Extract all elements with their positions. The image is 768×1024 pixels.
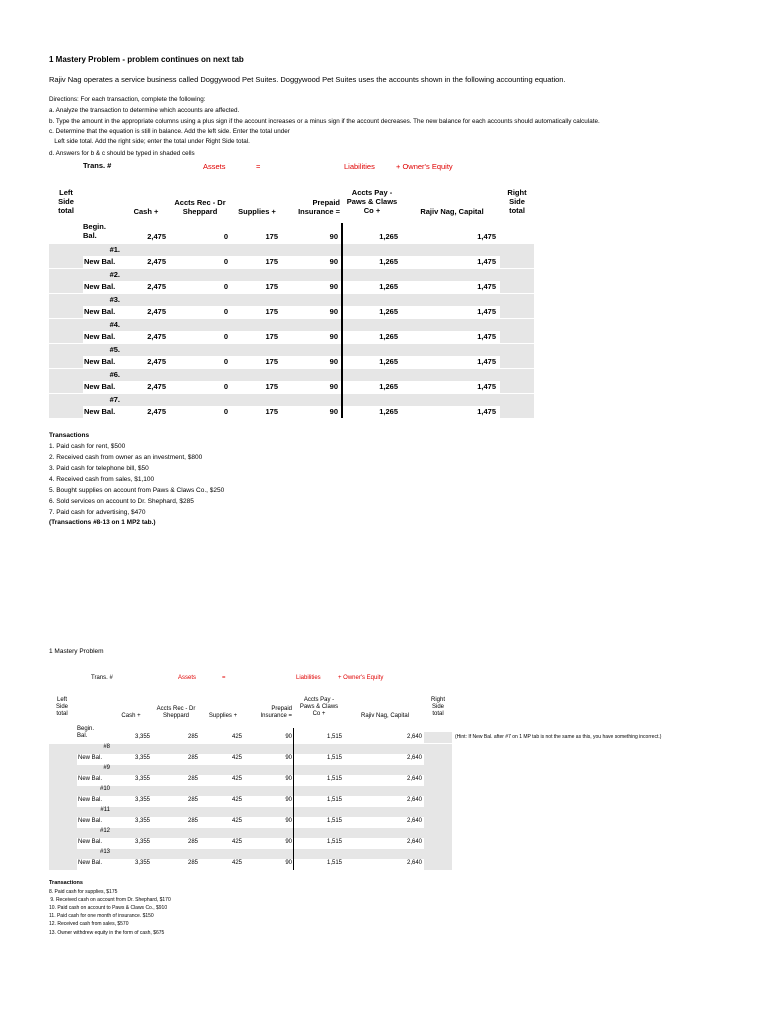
transaction-number: #9 <box>103 765 110 771</box>
accts-pay-header: Accts Pay - Paws & Claws Co + <box>299 697 339 717</box>
asset-entries-input[interactable] <box>112 849 293 859</box>
accts-rec-header: Accts Rec - Dr Sheppard <box>156 706 196 719</box>
transaction-row <box>0 369 768 381</box>
transaction-number: #7. <box>109 395 120 404</box>
right-total-input[interactable] <box>424 754 452 765</box>
prepaid-value: 90 <box>329 307 338 316</box>
supplies-header: Supplies + <box>208 713 238 719</box>
left-total-input[interactable] <box>49 281 83 293</box>
begin-balance-row <box>0 726 768 744</box>
cash-header: Cash + <box>121 713 141 719</box>
capital-value: 2,640 <box>406 839 422 845</box>
prepaid-header: Prepaid Insurance = <box>298 198 340 216</box>
capital-header: Rajiv Nag, Capital <box>420 207 484 216</box>
supplies-value: 175 <box>265 382 278 391</box>
left-total-input[interactable] <box>49 356 83 368</box>
transaction-number: #10 <box>99 786 110 792</box>
accts-rec-header: Accts Rec - Dr Sheppard <box>174 198 226 216</box>
transaction-number: #8 <box>103 744 110 750</box>
right-total-input[interactable] <box>500 281 534 293</box>
accts-rec-value: 285 <box>187 860 198 866</box>
accts-rec-value: 285 <box>187 839 198 845</box>
right-total-input[interactable] <box>500 294 534 306</box>
supplies-value: 175 <box>265 257 278 266</box>
cash-value: 2,475 <box>147 307 166 316</box>
new-balance-label: New Bal. <box>84 382 116 391</box>
cash-value: 2,475 <box>147 382 166 391</box>
asset-entries-input[interactable] <box>120 369 341 381</box>
liability-equity-entries-input[interactable] <box>343 344 500 356</box>
asset-entries-input[interactable] <box>120 394 341 406</box>
supplies-header: Supplies + <box>238 207 276 216</box>
right-total-input[interactable] <box>500 244 534 256</box>
accts-pay-value: 1,515 <box>326 839 342 845</box>
supplies-value: 175 <box>265 232 278 241</box>
right-total-input[interactable] <box>500 331 534 343</box>
assets-label: Assets <box>203 162 226 171</box>
cash-value: 2,475 <box>147 282 166 291</box>
right-total-input[interactable] <box>500 406 534 418</box>
right-total-input[interactable] <box>500 394 534 406</box>
transaction-row <box>0 786 768 796</box>
transaction-row <box>0 394 768 406</box>
transaction-item: 2. Received cash from owner as an investment, $800 <box>49 454 203 461</box>
liabilities-label: Liabilities <box>344 162 375 171</box>
accts-rec-value: 0 <box>223 307 228 316</box>
transaction-row <box>0 244 768 256</box>
transaction-number: #13 <box>99 849 110 855</box>
asset-entries-input[interactable] <box>120 319 341 331</box>
begin-balance-label: Begin. Bal. <box>83 222 106 240</box>
transaction-item: 7. Paid cash for advertising, $470 <box>49 509 146 516</box>
liability-equity-entries-input[interactable] <box>294 786 424 796</box>
cash-value: 2,475 <box>147 332 166 341</box>
new-balance-row <box>0 817 768 828</box>
prepaid-value: 90 <box>329 407 338 416</box>
prepaid-value: 90 <box>329 332 338 341</box>
right-total-input[interactable] <box>500 356 534 368</box>
cash-value: 3,355 <box>134 839 150 845</box>
right-total-input[interactable] <box>424 849 452 859</box>
accts-pay-value: 1,515 <box>326 860 342 866</box>
transaction-row <box>0 849 768 859</box>
left-total-input[interactable] <box>49 859 77 870</box>
left-total-input[interactable] <box>49 381 83 393</box>
capital-value: 2,640 <box>406 734 422 740</box>
accts-rec-value: 285 <box>187 797 198 803</box>
cash-value: 2,475 <box>147 257 166 266</box>
section-2-title: 1 Mastery Problem <box>49 648 104 655</box>
right-total-input[interactable] <box>500 319 534 331</box>
new-balance-row <box>0 256 768 268</box>
new-balance-label: New Bal. <box>84 307 116 316</box>
prepaid-value: 90 <box>285 818 292 824</box>
accts-pay-value: 1,265 <box>379 307 398 316</box>
cash-value: 3,355 <box>134 776 150 782</box>
accts-rec-value: 285 <box>187 818 198 824</box>
transaction-row <box>0 344 768 356</box>
transaction-item: 1. Paid cash for rent, $500 <box>49 443 126 450</box>
right-total-input[interactable] <box>424 732 452 743</box>
supplies-value: 425 <box>231 776 242 782</box>
section-1-intro: Rajiv Nag operates a service business called Doggywood Pet Suites. Doggywood Pet Suites uses the accounts shown in the following accounting equation. <box>49 75 566 84</box>
new-balance-row <box>0 381 768 393</box>
transaction-row <box>0 319 768 331</box>
right-total-input[interactable] <box>424 817 452 828</box>
directions-line: b. Type the amount in the appropriate columns using a plus sign if the account increases or a minus sign if the account decreases. The new balance for each accounts should automatically calculate. <box>49 118 600 125</box>
left-total-input[interactable] <box>49 796 77 807</box>
prepaid-value: 90 <box>329 282 338 291</box>
new-balance-label: New Bal. <box>84 357 116 366</box>
directions-line: a. Analyze the transaction to determine which accounts are affected. <box>49 107 240 114</box>
transactions-note: (Transactions #8-13 on 1 MP2 tab.) <box>49 519 156 526</box>
left-total-input[interactable] <box>49 306 83 318</box>
transaction-number: #3. <box>109 295 120 304</box>
transaction-number: #2. <box>109 270 120 279</box>
accts-pay-value: 1,265 <box>379 257 398 266</box>
capital-value: 1,475 <box>477 407 496 416</box>
new-balance-label: New Bal. <box>84 257 116 266</box>
new-balance-row <box>0 406 768 418</box>
transaction-row <box>0 744 768 754</box>
right-total-input[interactable] <box>500 381 534 393</box>
right-total-input[interactable] <box>424 744 452 754</box>
prepaid-value: 90 <box>285 734 292 740</box>
transaction-number: #12 <box>99 828 110 834</box>
asset-entries-input[interactable] <box>112 744 293 754</box>
transaction-number: #6. <box>109 370 120 379</box>
transactions-heading: Transactions <box>49 432 90 439</box>
liability-equity-entries-input[interactable] <box>343 244 500 256</box>
owners-equity-label: + Owner's Equity <box>396 162 453 171</box>
right-total-input[interactable] <box>500 269 534 281</box>
capital-value: 2,640 <box>406 860 422 866</box>
prepaid-header: Prepaid Insurance = <box>260 706 292 719</box>
supplies-value: 425 <box>231 818 242 824</box>
supplies-value: 425 <box>231 860 242 866</box>
supplies-value: 175 <box>265 357 278 366</box>
transaction-item: 5. Bought supplies on account from Paws & Claws Co., $250 <box>49 487 225 494</box>
left-total-input[interactable] <box>49 754 77 765</box>
cash-value: 3,355 <box>134 860 150 866</box>
capital-header: Rajiv Nag, Capital <box>360 713 410 719</box>
left-total-input[interactable] <box>49 838 77 849</box>
accts-pay-value: 1,265 <box>379 282 398 291</box>
new-balance-row <box>0 754 768 765</box>
new-balance-row <box>0 356 768 368</box>
prepaid-value: 90 <box>285 860 292 866</box>
trans-number-label: Trans. # <box>83 161 112 170</box>
accts-rec-value: 0 <box>223 232 228 241</box>
cash-value: 2,475 <box>147 232 166 241</box>
accts-rec-value: 285 <box>187 755 198 761</box>
transaction-number: #4. <box>109 320 120 329</box>
liability-equity-entries-input[interactable] <box>294 849 424 859</box>
asset-entries-input[interactable] <box>112 828 293 838</box>
assets-label: Assets <box>178 675 197 681</box>
transaction-item: 12. Received cash from sales, $570 <box>49 921 129 927</box>
accts-pay-value: 1,515 <box>326 734 342 740</box>
capital-value: 1,475 <box>477 257 496 266</box>
accts-rec-value: 285 <box>187 776 198 782</box>
capital-value: 1,475 <box>477 232 496 241</box>
begin-balance-row <box>0 222 768 244</box>
transaction-item: 4. Received cash from sales, $1,100 <box>49 476 155 483</box>
transaction-item: 10. Paid cash on account to Paws & Claws Co., $910 <box>49 905 168 911</box>
accts-pay-value: 1,515 <box>326 755 342 761</box>
new-balance-label: New Bal. <box>84 282 116 291</box>
transaction-number: #5. <box>109 345 120 354</box>
right-total-input[interactable] <box>424 775 452 786</box>
prepaid-value: 90 <box>329 382 338 391</box>
directions-line: d. Answers for b & c should be typed in shaded cells <box>49 150 195 157</box>
prepaid-value: 90 <box>285 839 292 845</box>
left-total-input[interactable] <box>49 331 83 343</box>
supplies-value: 425 <box>231 734 242 740</box>
new-balance-row <box>0 775 768 786</box>
supplies-value: 425 <box>231 755 242 761</box>
left-side-total-header: Left Side total <box>55 697 68 717</box>
capital-value: 1,475 <box>477 357 496 366</box>
new-balance-row <box>0 281 768 293</box>
right-total-input[interactable] <box>424 796 452 807</box>
prepaid-value: 90 <box>329 232 338 241</box>
liability-equity-entries-input[interactable] <box>343 369 500 381</box>
transaction-item: 13. Owner withdrew equity in the form of cash, $675 <box>49 930 165 936</box>
capital-value: 1,475 <box>477 332 496 341</box>
right-total-input[interactable] <box>500 344 534 356</box>
liability-equity-entries-input[interactable] <box>343 394 500 406</box>
right-side-total-header: Right Side total <box>507 188 527 215</box>
prepaid-value: 90 <box>285 797 292 803</box>
accts-pay-value: 1,265 <box>379 232 398 241</box>
right-total-input[interactable] <box>424 828 452 838</box>
liability-equity-entries-input[interactable] <box>294 807 424 817</box>
capital-value: 2,640 <box>406 755 422 761</box>
new-balance-row <box>0 331 768 343</box>
asset-entries-input[interactable] <box>120 269 341 281</box>
left-total-input[interactable] <box>49 406 83 418</box>
new-balance-label: New Bal. <box>84 407 116 416</box>
asset-entries-input[interactable] <box>112 786 293 796</box>
accts-pay-value: 1,265 <box>379 382 398 391</box>
liability-equity-entries-input[interactable] <box>294 744 424 754</box>
liability-equity-entries-input[interactable] <box>343 269 500 281</box>
capital-value: 2,640 <box>406 797 422 803</box>
supplies-value: 175 <box>265 307 278 316</box>
accts-pay-value: 1,265 <box>379 407 398 416</box>
left-total-input[interactable] <box>49 256 83 268</box>
new-balance-label: New Bal. <box>78 797 103 803</box>
new-balance-label: New Bal. <box>78 860 103 866</box>
new-balance-label: New Bal. <box>78 839 103 845</box>
transaction-number: #1. <box>109 245 120 254</box>
asset-entries-input[interactable] <box>120 344 341 356</box>
capital-value: 1,475 <box>477 282 496 291</box>
transaction-item: 8. Paid cash for supplies, $175 <box>49 889 118 895</box>
right-side-total-header: Right Side total <box>430 697 445 717</box>
accts-rec-value: 285 <box>187 734 198 740</box>
asset-entries-input[interactable] <box>112 807 293 817</box>
owners-equity-label: + Owner's Equity <box>338 675 384 681</box>
cash-value: 3,355 <box>134 818 150 824</box>
right-total-input[interactable] <box>424 786 452 796</box>
accts-pay-value: 1,265 <box>379 357 398 366</box>
accts-rec-value: 0 <box>223 332 228 341</box>
hint-note: (Hint: If New Bal. after #7 on 1 MP tab is not the same as this, you have something incorrect.) <box>455 734 662 740</box>
new-balance-label: New Bal. <box>84 332 116 341</box>
accts-pay-value: 1,515 <box>326 818 342 824</box>
right-total-input[interactable] <box>424 859 452 870</box>
accts-pay-value: 1,515 <box>326 797 342 803</box>
cash-value: 3,355 <box>134 755 150 761</box>
right-total-input[interactable] <box>424 838 452 849</box>
accts-rec-value: 0 <box>223 382 228 391</box>
asset-entries-input[interactable] <box>112 765 293 775</box>
new-balance-row <box>0 838 768 849</box>
new-balance-label: New Bal. <box>78 818 103 824</box>
cash-value: 3,355 <box>134 797 150 803</box>
supplies-value: 175 <box>265 332 278 341</box>
transaction-item: 11. Paid cash for one month of insurance. $150 <box>49 913 154 919</box>
directions-line: Left side total. Add the right side; enter the total under Right Side total. <box>49 138 250 145</box>
left-side-total-header: Left Side total <box>58 188 74 215</box>
supplies-value: 175 <box>265 407 278 416</box>
liabilities-label: Liabilities <box>296 675 321 681</box>
capital-value: 2,640 <box>406 818 422 824</box>
accts-rec-value: 0 <box>223 357 228 366</box>
transaction-item: 9. Received cash on account from Dr. Shephard, $170 <box>49 897 171 903</box>
new-balance-row <box>0 796 768 807</box>
cash-value: 2,475 <box>147 407 166 416</box>
capital-value: 2,640 <box>406 776 422 782</box>
begin-balance-label: Begin. Bal. <box>77 726 95 739</box>
prepaid-value: 90 <box>329 357 338 366</box>
right-total-input[interactable] <box>424 807 452 817</box>
supplies-value: 425 <box>231 797 242 803</box>
liability-equity-entries-input[interactable] <box>343 319 500 331</box>
accts-pay-value: 1,515 <box>326 776 342 782</box>
new-balance-row <box>0 859 768 870</box>
transaction-row <box>0 269 768 281</box>
section-1-title: 1 Mastery Problem - problem continues on next tab <box>49 55 244 64</box>
supplies-value: 175 <box>265 282 278 291</box>
transaction-row <box>0 294 768 306</box>
right-total-input[interactable] <box>500 256 534 268</box>
accts-pay-header: Accts Pay - Paws & Claws Co + <box>346 188 398 215</box>
liability-equity-entries-input[interactable] <box>294 765 424 775</box>
capital-value: 1,475 <box>477 307 496 316</box>
accts-rec-value: 0 <box>223 407 228 416</box>
cash-value: 3,355 <box>134 734 150 740</box>
accts-pay-value: 1,265 <box>379 332 398 341</box>
transaction-item: 6. Sold services on account to Dr. Shephard, $285 <box>49 498 194 505</box>
new-balance-label: New Bal. <box>78 755 103 761</box>
directions-line: Directions: For each transaction, complete the following: <box>49 96 206 103</box>
new-balance-row <box>0 306 768 318</box>
asset-entries-input[interactable] <box>120 294 341 306</box>
right-total-input[interactable] <box>424 765 452 775</box>
prepaid-value: 90 <box>285 755 292 761</box>
cash-header: Cash + <box>133 207 159 216</box>
transaction-row <box>0 828 768 838</box>
equals-label: = <box>256 162 261 171</box>
supplies-value: 425 <box>231 839 242 845</box>
liability-equity-entries-input[interactable] <box>343 294 500 306</box>
prepaid-value: 90 <box>329 257 338 266</box>
cash-value: 2,475 <box>147 357 166 366</box>
liability-equity-entries-input[interactable] <box>294 828 424 838</box>
new-balance-label: New Bal. <box>78 776 103 782</box>
left-total-input[interactable] <box>49 817 77 828</box>
accts-rec-value: 0 <box>223 282 228 291</box>
accts-rec-value: 0 <box>223 257 228 266</box>
transaction-number: #11 <box>100 807 110 813</box>
transaction-item: 3. Paid cash for telephone bill, $50 <box>49 465 149 472</box>
right-total-input[interactable] <box>500 369 534 381</box>
trans-number-label: Trans. # <box>91 675 113 681</box>
prepaid-value: 90 <box>285 776 292 782</box>
directions-line: c. Determine that the equation is still in balance. Add the left side. Enter the total under <box>49 128 290 135</box>
transactions-heading: Transactions <box>49 880 83 886</box>
equals-label: = <box>222 675 226 681</box>
capital-value: 1,475 <box>477 382 496 391</box>
transaction-row <box>0 807 768 817</box>
left-total-input[interactable] <box>49 775 77 786</box>
right-total-input[interactable] <box>500 306 534 318</box>
transaction-row <box>0 765 768 775</box>
asset-entries-input[interactable] <box>120 244 341 256</box>
